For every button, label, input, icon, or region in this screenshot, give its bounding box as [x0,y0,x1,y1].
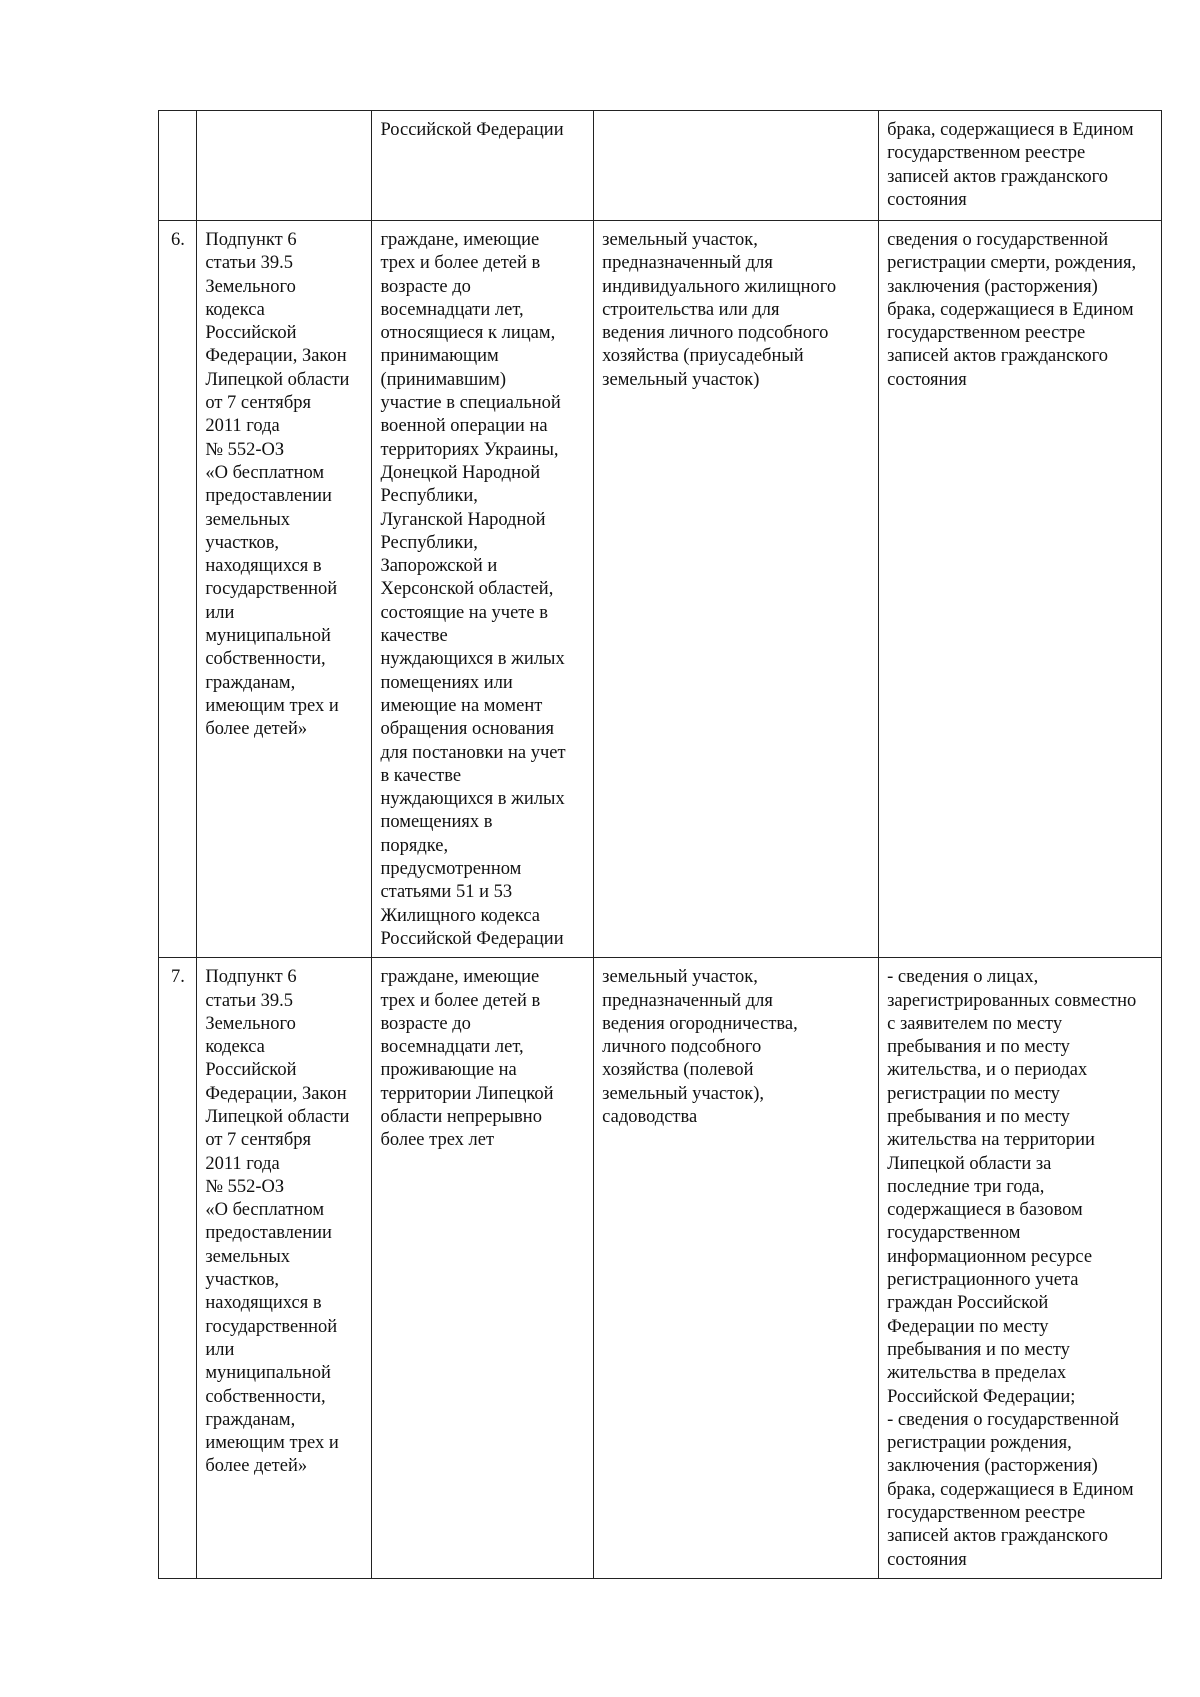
table-row [159,958,1162,1579]
required-info-cell [879,958,1162,1579]
row-number-cell: 6. [159,221,197,958]
documents-table [158,110,1162,1579]
applicant-category-cell: граждане, имеющие трех и более детей в возрасте до восемнадцати лет, относящиеся к лицам, принимающим (принимавшим) участие в специальной военной операции на территориях Украины, Донецкой Народной Республики, Луганской Народной Республики, Запорожской и Херсонской областей, состоящие на учете в качестве нуждающихся в жилых помещениях или имеющие на момент обращения основания для постановки на учет в качестве нуждающихся в жилых помещениях в порядке, предусмотренном статьями 51 и 53 Жилищного кодекса Российской Федерации [372,221,594,958]
table-row [159,221,1162,958]
info-list-item: - сведения о государственной регистрации рождения, заключения (расторжения) брака, содержащиеся в Едином государственном реестре записей актов гражданского состояния [887,1409,1134,1570]
legal-basis-cell: Подпункт 6 статьи 39.5 Земельного кодекса Российской Федерации, Закон Липецкой области от 7 сентября 2011 года № 552-ОЗ «О бесплатном предоставлении земельных участков, находящихся в государственной или муниципальной собственности, гражданам, имеющим трех и более детей» [197,221,372,958]
land-plot-cell: земельный участок, предназначенный для индивидуального жилищного строительства или для ведения личного подсобного хозяйства (приусадебный земельный участок) [594,221,879,958]
applicant-category-cell: граждане, имеющие трех и более детей в возрасте до восемнадцати лет, проживающие на территории Липецкой области непрерывно более трех лет [372,958,594,1579]
land-plot-cell: земельный участок, предназначенный для ведения огородничества, личного подсобного хозяйства (полевой земельный участок), садоводства [594,958,879,1579]
land-plot-cell [594,111,879,221]
row-number-cell: 7. [159,958,197,1579]
row-number-cell [159,111,197,221]
table-row [159,111,1162,221]
applicant-category-cell: Российской Федерации [372,111,594,221]
required-info-cell: брака, содержащиеся в Едином государственном реестре записей актов гражданского состояния [879,111,1162,221]
required-info-cell: сведения о государственной регистрации смерти, рождения, заключения (расторжения) брака, содержащиеся в Едином государственном реестре записей актов гражданского состояния [879,221,1162,958]
legal-basis-cell: Подпункт 6 статьи 39.5 Земельного кодекса Российской Федерации, Закон Липецкой области от 7 сентября 2011 года № 552-ОЗ «О бесплатном предоставлении земельных участков, находящихся в государственной или муниципальной собственности, гражданам, имеющим трех и более детей» [197,958,372,1579]
legal-basis-cell [197,111,372,221]
info-list-item: - сведения о лицах, зарегистрированных совместно с заявителем по месту пребывания и по месту жительства, и о периодах регистрации по месту пребывания и по месту жительства на территории Липецкой области за последние три года, содержащиеся в базовом государственном информационном ресурсе регистрационного учета граждан Российской Федерации по месту пребывания и по месту жительства в пределах Российской Федерации; [887,967,1137,1407]
